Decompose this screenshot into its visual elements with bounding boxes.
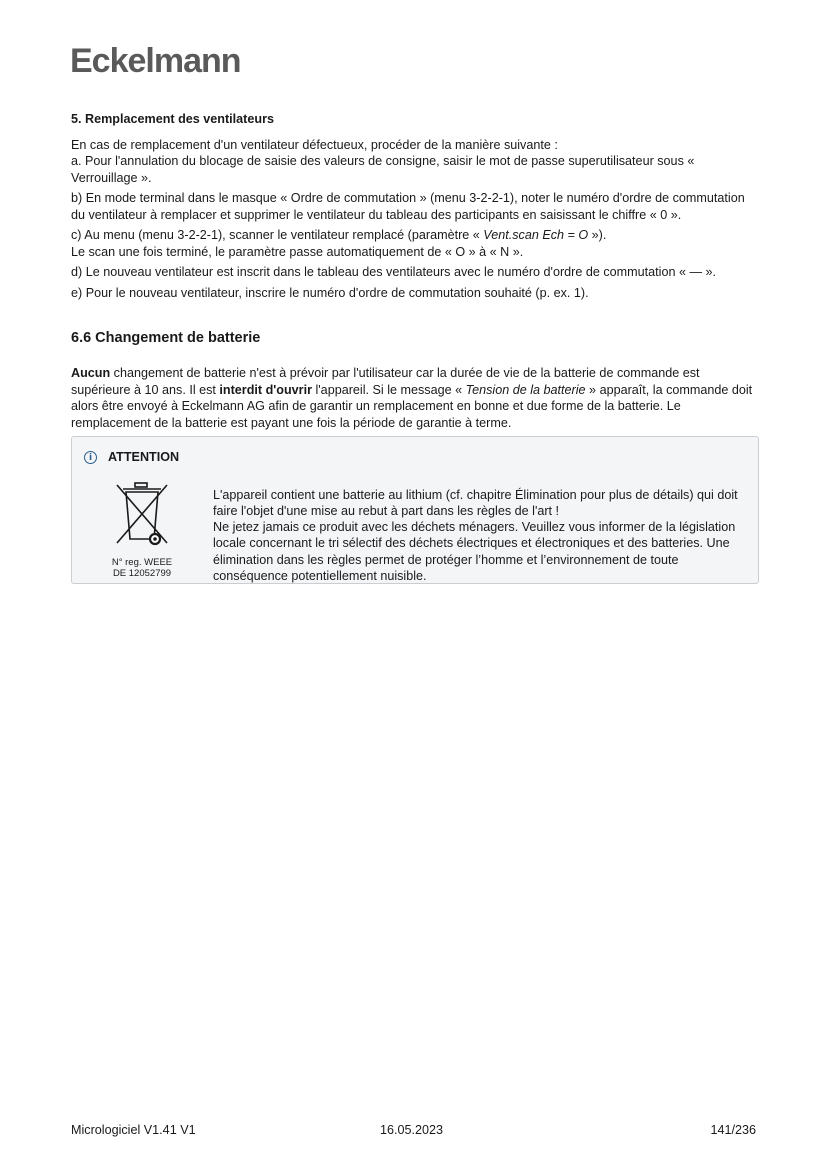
- step-c-param: Vent.scan Ech = O: [483, 228, 589, 242]
- battery-text-2: l'appareil. Si le message «: [311, 382, 466, 397]
- step-b: b) En mode terminal dans le masque « Ordre de commutation » (menu 3-2-2-1), noter le numéro d'ordre de commutation du ventilateur à remplacer et supprimer le ventilateur du tableau des participants en saisissant le chiffre « 0 ».: [71, 191, 745, 222]
- section-5-title: 5. Remplacement des ventilateurs: [71, 112, 274, 126]
- attention-header: [84, 449, 746, 466]
- footer-date: 16.05.2023: [380, 1123, 444, 1137]
- weee-line-2: DE 12052799: [112, 568, 172, 579]
- bold-aucun: Aucun: [71, 366, 111, 380]
- attention-box: [71, 436, 759, 584]
- battery-message: Tension de la batterie: [465, 382, 586, 397]
- weee-registration: [87, 557, 197, 580]
- attention-title: ATTENTION: [108, 450, 180, 464]
- info-icon: i: [84, 451, 97, 464]
- footer-page-number: 141/236: [710, 1123, 756, 1137]
- weee-line-1: N° reg. WEEE: [111, 556, 173, 568]
- footer-firmware: Micrologiciel V1.41 V1: [71, 1123, 196, 1137]
- battery-text-3: » apparaît, la commande doit alors être envoyé à Eckelmann AG afin de garantir un remplacement en bonne et due forme de la batterie. Le remplacement de la batterie est payant une fois la période de garantie à terme.: [71, 382, 753, 430]
- attention-text: [213, 487, 746, 585]
- step-d: d) Le nouveau ventilateur est inscrit dans le tableau des ventilateurs avec le numéro d'ordre de commutation « — ».: [71, 265, 717, 279]
- bold-interdit: interdit d'ouvrir: [219, 382, 312, 397]
- attention-line-2: Ne jetez jamais ce produit avec les déchets ménagers. Veuillez vous informer de la législation locale concernant le tri sélectif des déchets électriques et électroniques et des batteries. Une élimination dans les règles permet de protéger l’homme et l’environnement de toute conséquence potentiellement nuisible.: [213, 520, 736, 583]
- attention-line-1: L'appareil contient une batterie au lithium (cf. chapitre Élimination pour plus de détails) qui doit faire l'objet d'une mise au rebut à part dans les règles de l'art !: [213, 487, 738, 518]
- step-e: e) Pour le nouveau ventilateur, inscrire le numéro d'ordre de commutation souhaité (p. ex. 1).: [71, 285, 589, 300]
- step-c-text-2: »).: [588, 228, 607, 242]
- step-c: [71, 227, 759, 260]
- step-a: a. Pour l'annulation du blocage de saisie des valeurs de consigne, saisir le mot de passe superutilisateur sous « Verrouillage ».: [71, 154, 695, 185]
- intro-text: En cas de remplacement d'un ventilateur défectueux, procéder de la manière suivante :: [71, 137, 558, 152]
- weee-crossed-bin-icon: [111, 481, 173, 551]
- section-6-6-title: 6.6 Changement de batterie: [71, 330, 261, 346]
- attention-body: [84, 481, 746, 585]
- step-c-text-3: Le scan une fois terminé, le paramètre passe automatiquement de « O » à « N ».: [71, 244, 524, 259]
- step-c-text-1: c) Au menu (menu 3-2-2-1), scanner le ventilateur remplacé (paramètre «: [71, 228, 484, 242]
- battery-text-1: changement de batterie n'est à prévoir par l'utilisateur car la durée de vie de la batterie de commande est supérieure à 10 ans. Il est: [71, 366, 700, 397]
- weee-block: [87, 481, 197, 585]
- battery-paragraph: [71, 365, 759, 431]
- section-5-intro: [71, 137, 759, 187]
- page-content: [71, 111, 759, 584]
- company-logo: Eckelmann: [70, 42, 241, 80]
